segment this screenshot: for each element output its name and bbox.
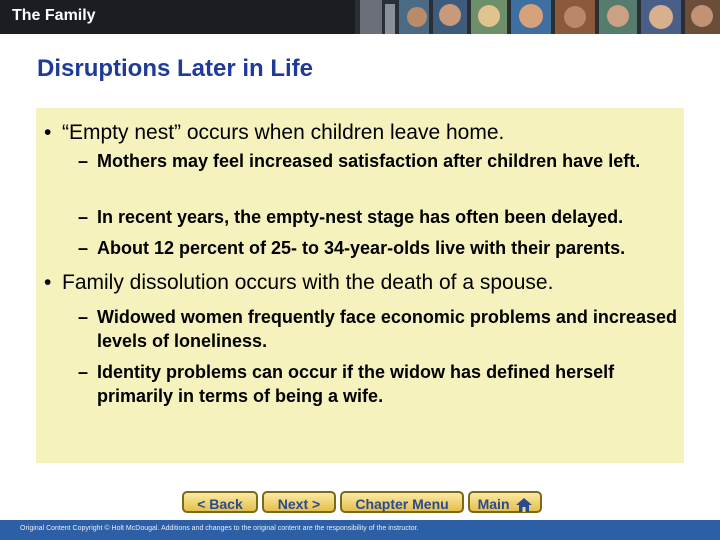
bullet-text: Family dissolution occurs with the death of a spouse. xyxy=(62,271,554,294)
footer-bar xyxy=(0,520,720,540)
next-button[interactable] xyxy=(262,491,336,513)
bullet-text: “Empty nest” occurs when children leave home. xyxy=(62,121,505,144)
back-button-label: < Back xyxy=(197,496,243,512)
bullet-marker: • xyxy=(44,271,52,294)
dash-marker: – xyxy=(78,238,89,258)
dash-marker: – xyxy=(78,151,89,171)
sub-bullet-text: Mothers may feel increased satisfaction after children have left. xyxy=(97,151,641,171)
sub-bullet-text: Identity problems can occur if the widow has defined herself primarily in terms of being a wife. xyxy=(97,362,615,406)
sub-bullet-text: In recent years, the empty-nest stage has often been delayed. xyxy=(97,207,624,227)
photo-montage-image xyxy=(355,0,720,34)
header-banner xyxy=(0,0,720,34)
chapter-menu-label: Chapter Menu xyxy=(355,496,449,512)
home-icon xyxy=(516,498,532,512)
dash-marker: – xyxy=(78,207,89,227)
slide-title: Disruptions Later in Life xyxy=(37,55,314,82)
sub-bullet-text: About 12 percent of 25- to 34-year-olds live with their parents. xyxy=(97,238,626,258)
bullet-marker: • xyxy=(44,121,52,144)
copyright-text: Original Content Copyright © Holt McDougal. Additions and changes to the original content are the responsibility of the instructor. xyxy=(20,525,419,532)
chapter-menu-button[interactable] xyxy=(340,491,464,513)
main-button-label: Main xyxy=(477,496,510,512)
content-panel xyxy=(36,108,684,463)
dash-marker: – xyxy=(78,307,89,327)
sub-bullet-text: Widowed women frequently face economic problems and increased levels of loneliness. xyxy=(97,307,677,351)
next-button-label: Next > xyxy=(277,496,321,512)
main-button[interactable] xyxy=(468,491,542,513)
dash-marker: – xyxy=(78,362,89,382)
header-title: The Family xyxy=(12,7,96,24)
back-button[interactable] xyxy=(182,491,258,513)
